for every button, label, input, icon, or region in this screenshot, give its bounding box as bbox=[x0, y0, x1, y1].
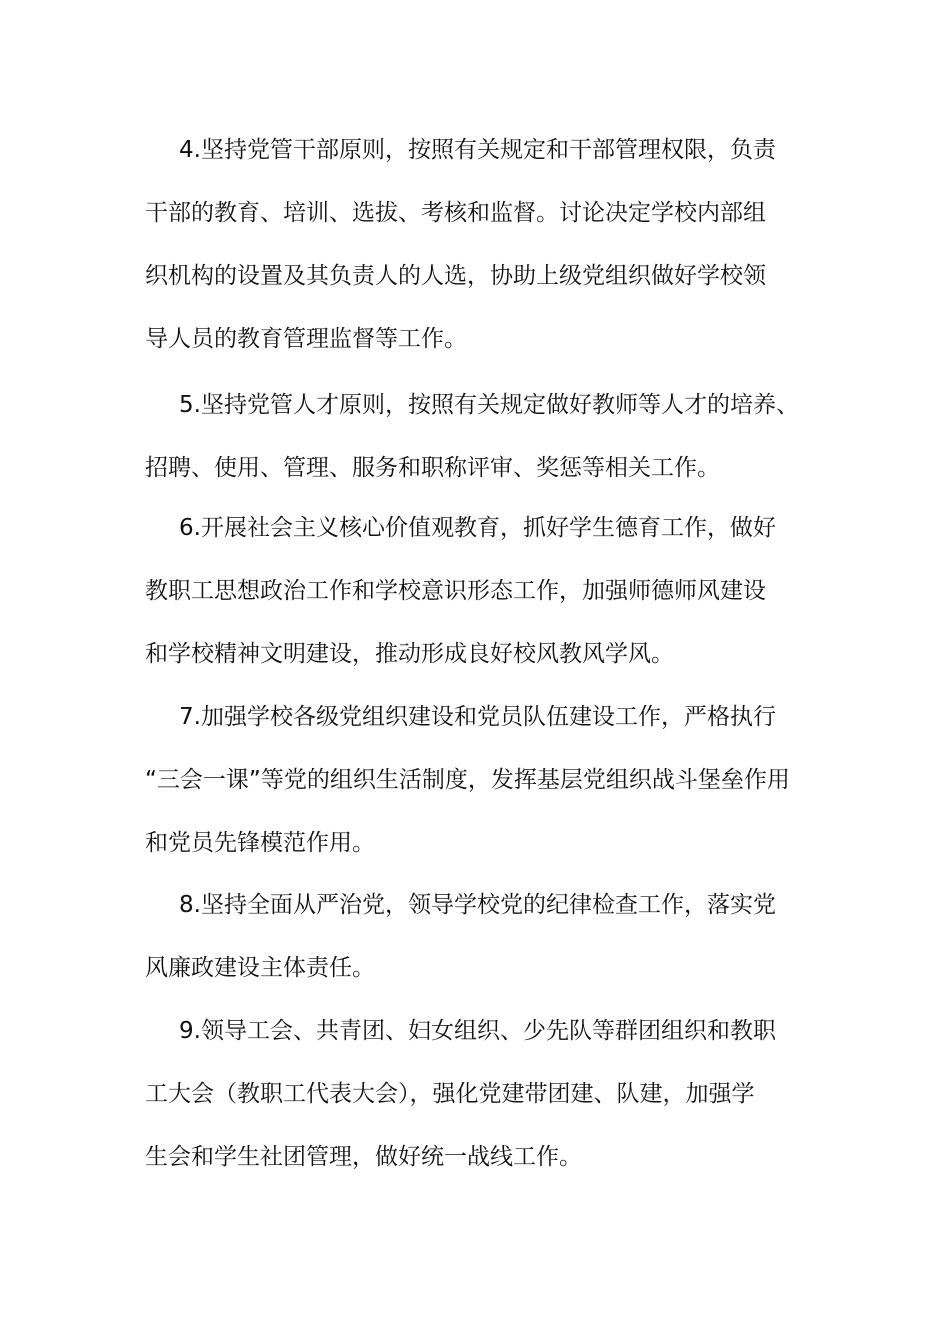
paragraph-line: 和党员先锋模范作用。 bbox=[145, 830, 375, 856]
paragraph-line: 8.坚持全面从严治党，领导学校党的纪律检查工作，落实党 bbox=[179, 892, 776, 918]
paragraph-line: 风廉政建设主体责任。 bbox=[145, 955, 375, 981]
paragraph-line: 9.领导工会、共青团、妇女组织、少先队等群团组织和教职 bbox=[179, 1018, 776, 1044]
paragraph-line: 生会和学生社团管理，做好统一战线工作。 bbox=[145, 1144, 582, 1170]
paragraph-line: 7.加强学校各级党组织建设和党员队伍建设工作，严格执行 bbox=[179, 704, 776, 730]
paragraph-6 bbox=[145, 497, 835, 686]
paragraph-5 bbox=[145, 374, 835, 500]
paragraph-line: 和学校精神文明建设，推动形成良好校风教风学风。 bbox=[145, 641, 674, 667]
paragraph-4 bbox=[145, 119, 835, 371]
paragraph-line: 6.开展社会主义核心价值观教育，抓好学生德育工作，做好 bbox=[179, 515, 776, 541]
paragraph-line: 5.坚持党管人才原则，按照有关规定做好教师等人才的培养、 bbox=[179, 392, 799, 418]
paragraph-line: 织机构的设置及其负责人的人选，协助上级党组织做好学校领 bbox=[145, 263, 766, 289]
paragraph-line: 招聘、使用、管理、服务和职称评审、奖惩等相关工作。 bbox=[145, 455, 720, 481]
paragraph-7 bbox=[145, 686, 835, 875]
paragraph-line: 4.坚持党管干部原则，按照有关规定和干部管理权限，负责 bbox=[179, 137, 776, 163]
paragraph-line: “三会一课”等党的组织生活制度，发挥基层党组织战斗堡垒作用 bbox=[145, 767, 790, 793]
paragraph-line: 工大会（教职工代表大会），强化党建带团建、队建，加强学 bbox=[145, 1081, 755, 1107]
paragraph-9 bbox=[145, 1000, 835, 1189]
paragraph-line: 教职工思想政治工作和学校意识形态工作，加强师德师风建设 bbox=[145, 578, 766, 604]
paragraph-line: 干部的教育、培训、选拔、考核和监督。讨论决定学校内部组 bbox=[145, 200, 766, 226]
paragraph-8 bbox=[145, 874, 835, 1000]
paragraph-line: 导人员的教育管理监督等工作。 bbox=[145, 326, 467, 352]
